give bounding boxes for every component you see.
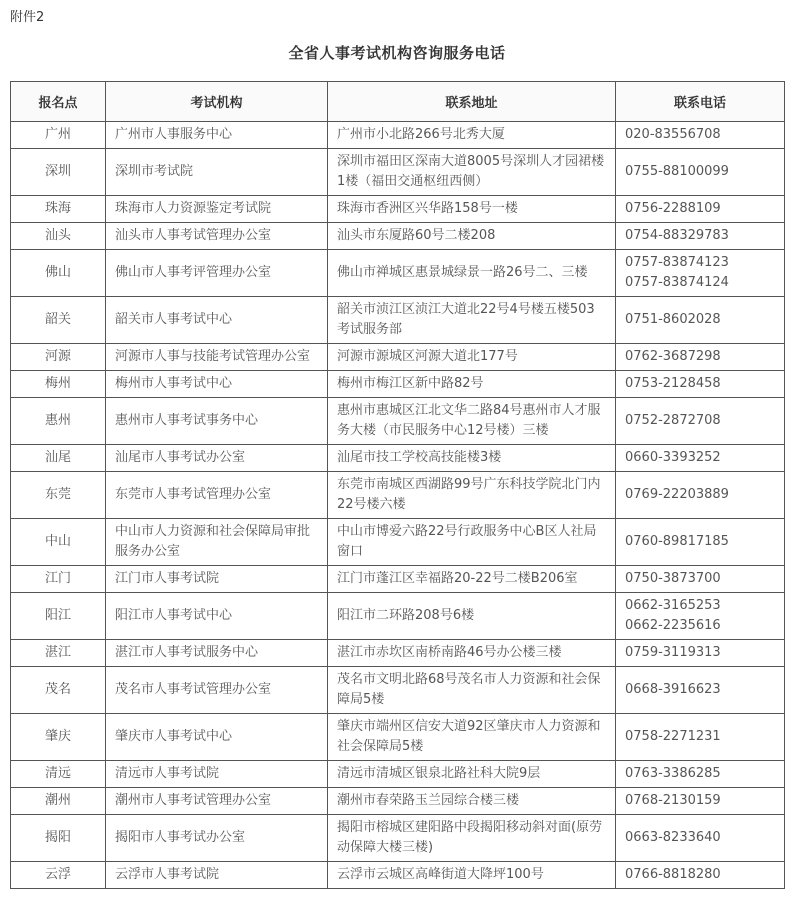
table-row [11,398,785,445]
table-row [11,788,785,815]
cell-contact-address: 揭阳市榕城区建阳路中段揭阳移动斜对面(原劳动保障大楼三楼) [328,815,616,862]
cell-exam-institution: 潮州市人事考试管理办公室 [106,788,328,815]
cell-contact-address: 肇庆市端州区信安大道92区肇庆市人力资源和社会保障局5楼 [328,714,616,761]
table-row [11,122,785,149]
phone-number: 0752-2872708 [625,413,721,428]
phone-number: 0753-2128458 [625,376,721,391]
phone-number: 0756-2288109 [625,201,721,216]
cell-contact-phone [616,223,785,250]
cell-registration-point: 汕尾 [11,445,106,472]
cell-contact-address: 东莞市南城区西湖路99号广东科技学院北门内22号楼六楼 [328,472,616,519]
table-row [11,815,785,862]
cell-exam-institution: 梅州市人事考试中心 [106,371,328,398]
cell-contact-phone [616,815,785,862]
table-row [11,445,785,472]
cell-contact-address: 汕尾市技工学校高技能楼3楼 [328,445,616,472]
phone-number: 0660-3393252 [625,450,721,465]
cell-contact-address: 中山市博爱六路22号行政服务中心B区人社局窗口 [328,519,616,566]
cell-exam-institution: 汕头市人事考试管理办公室 [106,223,328,250]
cell-contact-address: 深圳市福田区深南大道8005号深圳人才园裙楼1楼（福田交通枢纽西侧） [328,149,616,196]
cell-contact-phone [616,250,785,297]
cell-registration-point: 云浮 [11,862,106,889]
cell-exam-institution: 广州市人事服务中心 [106,122,328,149]
cell-contact-address: 汕头市东厦路60号二楼208 [328,223,616,250]
phone-number: 0768-2130159 [625,793,721,808]
cell-registration-point: 韶关 [11,297,106,344]
cell-contact-address: 韶关市浈江区浈江大道北22号4号楼五楼503考试服务部 [328,297,616,344]
cell-registration-point: 江门 [11,566,106,593]
cell-exam-institution: 江门市人事考试院 [106,566,328,593]
cell-contact-address: 河源市源城区河源大道北177号 [328,344,616,371]
cell-contact-phone [616,519,785,566]
cell-registration-point: 肇庆 [11,714,106,761]
phone-number: 0769-22203889 [625,487,729,502]
cell-registration-point: 东莞 [11,472,106,519]
phone-table [10,81,785,889]
cell-exam-institution: 云浮市人事考试院 [106,862,328,889]
cell-exam-institution: 珠海市人力资源鉴定考试院 [106,196,328,223]
table-row [11,714,785,761]
attachment-label: 附件2 [10,10,45,25]
cell-contact-phone [616,398,785,445]
table-row [11,297,785,344]
cell-contact-address: 阳江市二环路208号6楼 [328,593,616,640]
table-row [11,593,785,640]
table-body [11,122,785,889]
cell-registration-point: 茂名 [11,667,106,714]
cell-contact-address: 佛山市禅城区惠景城绿景一路26号二、三楼 [328,250,616,297]
phone-number: 0766-8818280 [625,867,721,882]
header-registration-point: 报名点 [11,82,106,122]
cell-exam-institution: 茂名市人事考试管理办公室 [106,667,328,714]
cell-exam-institution: 阳江市人事考试中心 [106,593,328,640]
cell-registration-point: 汕头 [11,223,106,250]
table-row [11,371,785,398]
cell-contact-phone [616,371,785,398]
cell-contact-phone [616,344,785,371]
table-row [11,472,785,519]
cell-exam-institution: 深圳市考试院 [106,149,328,196]
cell-exam-institution: 汕尾市人事考试办公室 [106,445,328,472]
table-row [11,640,785,667]
cell-contact-phone [616,788,785,815]
cell-registration-point: 中山 [11,519,106,566]
cell-contact-address: 清远市清城区银泉北路社科大院9层 [328,761,616,788]
table-row [11,761,785,788]
cell-exam-institution: 韶关市人事考试中心 [106,297,328,344]
phone-number: 0663-8233640 [625,830,721,845]
table-row [11,862,785,889]
phone-number: 0662-3165253 [625,598,721,613]
cell-contact-phone [616,566,785,593]
table-row [11,196,785,223]
cell-registration-point: 潮州 [11,788,106,815]
cell-registration-point: 梅州 [11,371,106,398]
cell-registration-point: 深圳 [11,149,106,196]
cell-registration-point: 佛山 [11,250,106,297]
cell-contact-phone [616,761,785,788]
cell-contact-phone [616,445,785,472]
cell-exam-institution: 湛江市人事考试服务中心 [106,640,328,667]
phone-number: 0662-2235616 [625,618,721,633]
cell-contact-phone [616,149,785,196]
cell-exam-institution: 清远市人事考试院 [106,761,328,788]
table-row [11,566,785,593]
table-row [11,519,785,566]
phone-number: 0759-3119313 [625,645,721,660]
phone-number: 0757-83874123 [625,255,729,270]
cell-registration-point: 惠州 [11,398,106,445]
cell-contact-phone [616,196,785,223]
phone-number: 0755-88100099 [625,164,729,179]
cell-contact-address: 茂名市文明北路68号茂名市人力资源和社会保障局5楼 [328,667,616,714]
phone-number: 0760-89817185 [625,534,729,549]
table-row [11,223,785,250]
cell-contact-phone [616,593,785,640]
cell-contact-phone [616,297,785,344]
table-row [11,250,785,297]
cell-exam-institution: 中山市人力资源和社会保障局审批服务办公室 [106,519,328,566]
phone-number: 0762-3687298 [625,349,721,364]
cell-registration-point: 阳江 [11,593,106,640]
phone-number: 0751-8602028 [625,312,721,327]
cell-contact-phone [616,122,785,149]
phone-number: 0763-3386285 [625,766,721,781]
cell-registration-point: 河源 [11,344,106,371]
phone-number: 020-83556708 [625,127,721,142]
cell-exam-institution: 东莞市人事考试管理办公室 [106,472,328,519]
cell-contact-phone [616,667,785,714]
cell-exam-institution: 河源市人事与技能考试管理办公室 [106,344,328,371]
header-contact-address: 联系地址 [328,82,616,122]
cell-contact-phone [616,714,785,761]
table-row [11,667,785,714]
cell-exam-institution: 惠州市人事考试事务中心 [106,398,328,445]
cell-contact-address: 梅州市梅江区新中路82号 [328,371,616,398]
cell-exam-institution: 佛山市人事考评管理办公室 [106,250,328,297]
cell-registration-point: 清远 [11,761,106,788]
cell-registration-point: 揭阳 [11,815,106,862]
header-exam-institution: 考试机构 [106,82,328,122]
table-header-row [11,82,785,122]
cell-contact-address: 珠海市香洲区兴华路158号一楼 [328,196,616,223]
phone-number: 0758-2271231 [625,729,721,744]
cell-contact-phone [616,472,785,519]
cell-registration-point: 湛江 [11,640,106,667]
cell-contact-address: 江门市蓬江区幸福路20-22号二楼B206室 [328,566,616,593]
cell-contact-address: 云浮市云城区高峰街道大降坪100号 [328,862,616,889]
cell-registration-point: 珠海 [11,196,106,223]
cell-contact-phone [616,640,785,667]
cell-contact-address: 广州市小北路266号北秀大厦 [328,122,616,149]
phone-number: 0668-3916623 [625,682,721,697]
cell-contact-address: 惠州市惠城区江北文华二路84号惠州市人才服务大楼（市民服务中心12号楼）三楼 [328,398,616,445]
table-row [11,149,785,196]
page-title: 全省人事考试机构咨询服务电话 [288,44,506,62]
cell-exam-institution: 揭阳市人事考试办公室 [106,815,328,862]
phone-number: 0754-88329783 [625,228,729,243]
phone-number: 0757-83874124 [625,275,729,290]
header-contact-phone: 联系电话 [616,82,785,122]
table-row [11,344,785,371]
cell-contact-address: 潮州市春荣路玉兰园综合楼三楼 [328,788,616,815]
table-header [11,82,785,122]
cell-exam-institution: 肇庆市人事考试中心 [106,714,328,761]
cell-contact-address: 湛江市赤坎区南桥南路46号办公楼三楼 [328,640,616,667]
phone-number: 0750-3873700 [625,571,721,586]
cell-contact-phone [616,862,785,889]
cell-registration-point: 广州 [11,122,106,149]
